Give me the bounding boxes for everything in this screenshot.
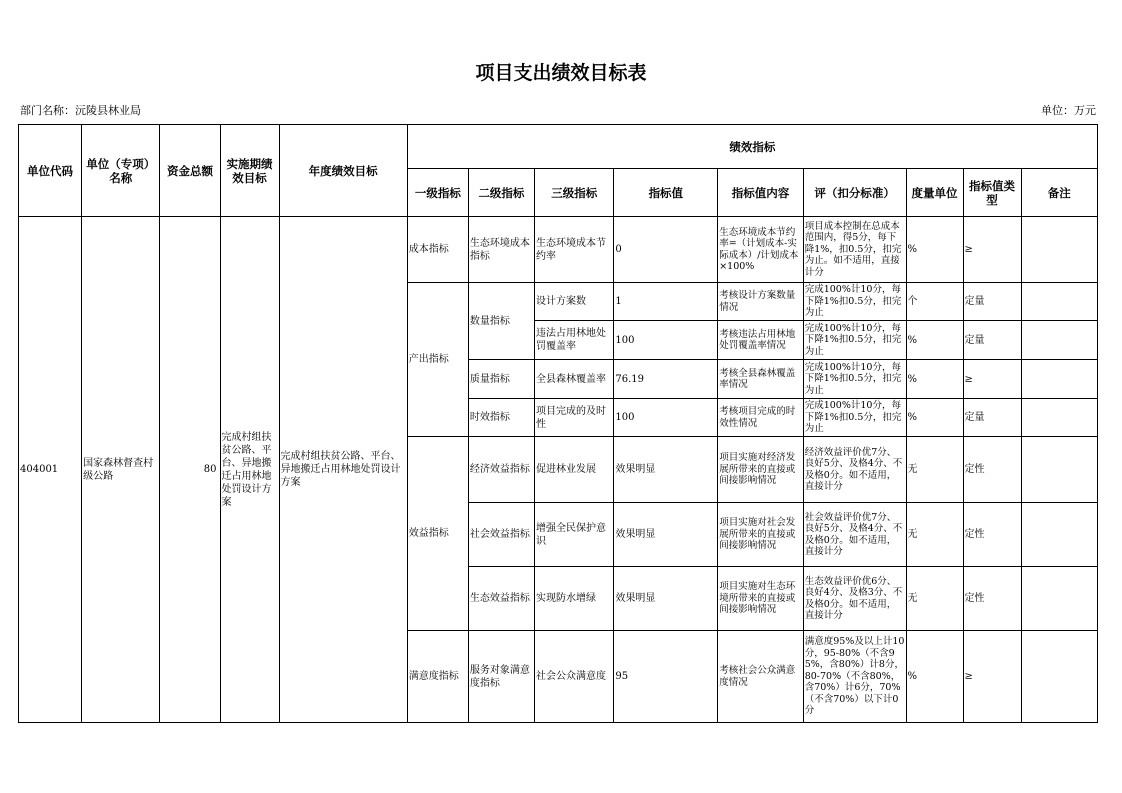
measure-unit-cell: 无 [906,437,963,503]
level1-output: 产出指标 [407,283,468,437]
unit-name-cell: 国家森林督查村级公路 [82,217,160,723]
scoring-cell: 社会效益评价优7分、良好5分、及格4分、不及格0分。如不适用，直接计分 [803,503,906,567]
level2-service: 服务对象满意度指标 [468,631,534,723]
table-row [19,217,1098,283]
value-type-cell: 定量 [963,283,1021,321]
header-content: 指标值内容 [718,169,804,217]
value-type-cell: 定性 [963,437,1021,503]
measure-unit-cell: % [906,360,963,399]
level2-timeliness: 时效指标 [468,399,534,437]
page-title: 项目支出绩效目标表 [475,62,647,84]
period-goal-cell: 完成村组扶贫公路、平台、异地搬迁占用林地处罚设计方案 [220,217,279,723]
remark-cell [1021,567,1097,631]
value-cell: 效果明显 [614,437,718,503]
level2-economic: 经济效益指标 [468,437,534,503]
remark-cell [1021,399,1097,437]
value-cell: 1 [614,283,718,321]
measure-unit-cell: 个 [906,283,963,321]
value-type-cell: 定量 [963,321,1021,360]
value-cell: 100 [614,399,718,437]
content-cell: 项目实施对社会发展所带来的直接或间接影响情况 [718,503,804,567]
level2-ecological: 生态效益指标 [468,567,534,631]
header-unit-code: 单位代码 [19,125,82,217]
level3-cell: 实现防水增绿 [535,567,614,631]
remark-cell [1021,360,1097,399]
header-annual-goal: 年度绩效目标 [279,125,407,217]
content-cell: 考核设计方案数量情况 [718,283,804,321]
department-name: 部门名称：沅陵县林业局 [20,104,141,117]
value-type-cell: ≥ [963,360,1021,399]
total-funds-cell: 80 [160,217,220,723]
unit-code-cell: 404001 [19,217,82,723]
value-cell: 100 [614,321,718,360]
scoring-cell: 生态效益评价优6分、良好4分、及格3分、不及格0分。如不适用，直接计分 [803,567,906,631]
header-value: 指标值 [614,169,718,217]
content-cell: 项目实施对生态环境所带来的直接或间接影响情况 [718,567,804,631]
header-remarks: 备注 [1021,169,1097,217]
content-cell: 考核全县森林覆盖率情况 [718,360,804,399]
level1-benefit: 效益指标 [407,437,468,631]
level3-cell: 违法占用林地处罚覆盖率 [535,321,614,360]
level3-cell: 促进林业发展 [535,437,614,503]
remark-cell [1021,321,1097,360]
level2-quality: 质量指标 [468,360,534,399]
value-cell: 76.19 [614,360,718,399]
level3-cell: 增强全民保护意识 [535,503,614,567]
scoring-cell: 完成100%计10分，每下降1%扣0.5分，扣完为止 [803,399,906,437]
performance-target-table [18,124,1098,723]
level2-eco-cost: 生态环境成本指标 [468,217,534,283]
level3-cell: 全县森林覆盖率 [535,360,614,399]
header-period-goal: 实施期绩效目标 [220,125,279,217]
content-cell: 考核社会公众满意度情况 [718,631,804,723]
header-level3: 三级指标 [535,169,614,217]
remark-cell [1021,283,1097,321]
level3-cell: 项目完成的及时性 [535,399,614,437]
measure-unit-cell: 无 [906,503,963,567]
measure-unit-cell: % [906,217,963,283]
remark-cell [1021,503,1097,567]
level3-cell: 生态环境成本节约率 [535,217,614,283]
scoring-cell: 完成100%计10分，每下降1%扣0.5分，扣完为止 [803,321,906,360]
header-scoring: 评（扣分标准） [803,169,906,217]
content-cell: 生态环境成本节约率=（计划成本-实际成本）/计划成本×100% [718,217,804,283]
level2-social: 社会效益指标 [468,503,534,567]
level3-cell: 社会公众满意度 [535,631,614,723]
measure-unit-cell: 无 [906,567,963,631]
header-row-top [19,125,1098,169]
level1-satisfaction: 满意度指标 [407,631,468,723]
value-cell: 95 [614,631,718,723]
content-cell: 考核项目完成的时效性情况 [718,399,804,437]
value-type-cell: ≥ [963,217,1021,283]
header-total-funds: 资金总额 [160,125,220,217]
header-level2: 二级指标 [468,169,534,217]
measure-unit-cell: % [906,399,963,437]
value-cell: 0 [614,217,718,283]
header-value-type: 指标值类型 [963,169,1021,217]
level3-cell: 设计方案数 [535,283,614,321]
measure-unit-cell: % [906,631,963,723]
level1-cost: 成本指标 [407,217,468,283]
value-cell: 效果明显 [614,503,718,567]
scoring-cell: 满意度95%及以上计10分，95-80%（不含95%，含80%）计8分，80-70%（不含80%，含70%）计6分，70%（不含70%）以下计0分 [803,631,906,723]
value-type-cell: 定量 [963,399,1021,437]
value-type-cell: 定性 [963,567,1021,631]
header-unit-name: 单位（专项）名称 [82,125,160,217]
value-type-cell: ≥ [963,631,1021,723]
annual-goal-cell: 完成村组扶贫公路、平台、异地搬迁占用林地处罚设计方案 [279,217,407,723]
currency-unit: 单位：万元 [1041,104,1096,117]
header-measure-unit: 度量单位 [906,169,963,217]
value-type-cell: 定性 [963,503,1021,567]
scoring-cell: 完成100%计10分，每下降1%扣0.5分，扣完为止 [803,283,906,321]
content-cell: 项目实施对经济发展所带来的直接或间接影响情况 [718,437,804,503]
remark-cell [1021,437,1097,503]
measure-unit-cell: % [906,321,963,360]
remark-cell [1021,631,1097,723]
content-cell: 考核违法占用林地处罚覆盖率情况 [718,321,804,360]
scoring-cell: 项目成本控制在总成本范围内，得5分，每下降1%，扣0.5分，扣完为止。如不适用，直接计分 [803,217,906,283]
header-indicators: 绩效指标 [407,125,1097,169]
remark-cell [1021,217,1097,283]
scoring-cell: 经济效益评价优7分、良好5分、及格4分、不及格0分。如不适用，直接计分 [803,437,906,503]
header-level1: 一级指标 [407,169,468,217]
scoring-cell: 完成100%计10分，每下降1%扣0.5分，扣完为止 [803,360,906,399]
value-cell: 效果明显 [614,567,718,631]
level2-quantity: 数量指标 [468,283,534,360]
